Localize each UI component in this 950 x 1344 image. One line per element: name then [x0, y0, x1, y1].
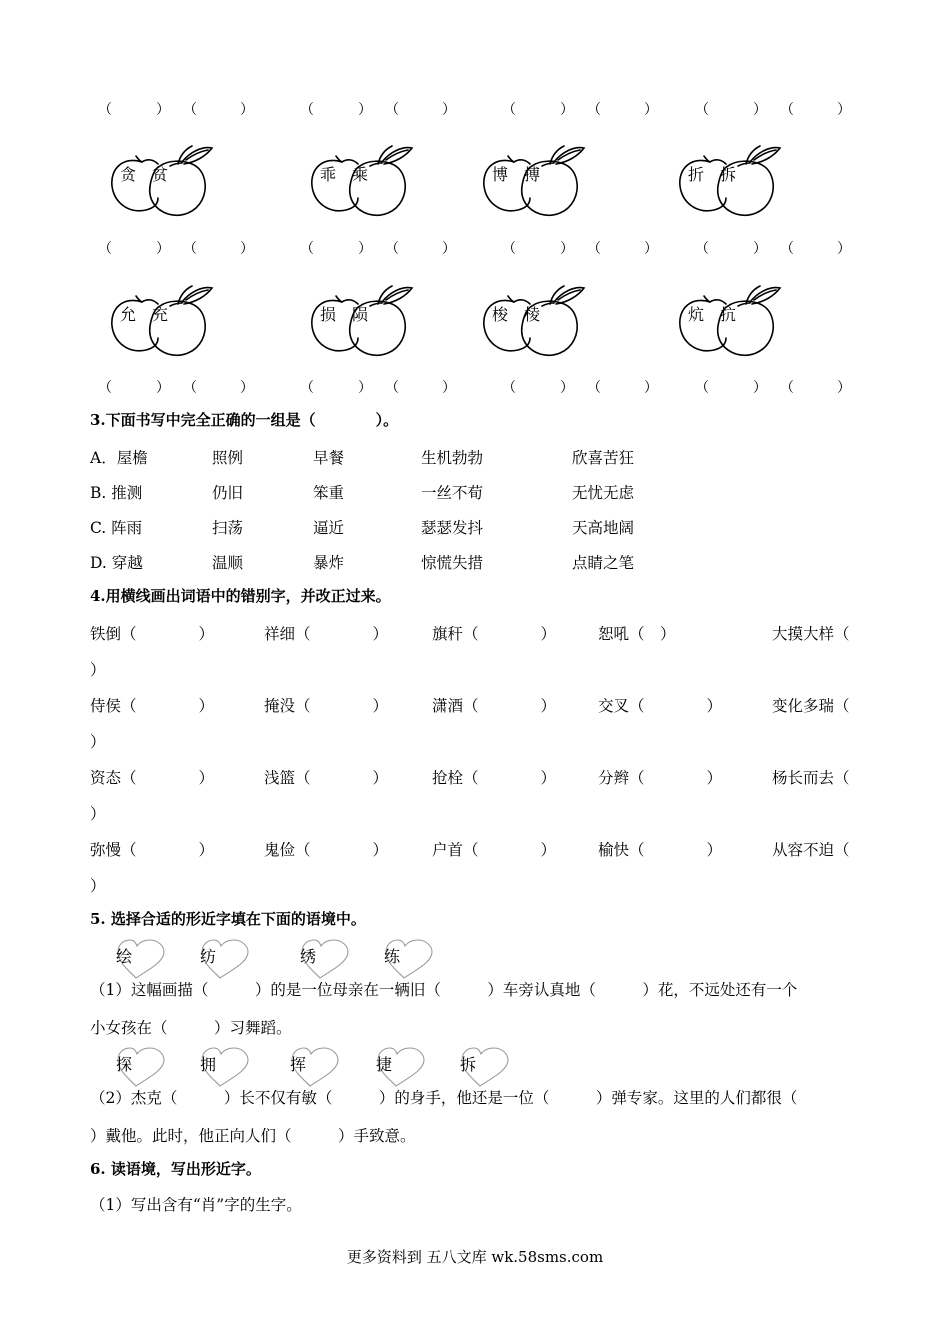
heart-shape-icon: [356, 938, 448, 980]
q3-option-word: A．屋檐: [90, 449, 148, 467]
paren-mark: （: [300, 380, 314, 396]
apple-char-left: 损: [320, 305, 337, 324]
q4-item: 浅篮（ ）: [264, 769, 389, 787]
paren-mark: （: [385, 102, 399, 118]
apple-char-left: 允: [120, 305, 137, 324]
apple-char-left: 贪: [120, 165, 137, 184]
q4-item: 变化多瑞（: [772, 697, 850, 715]
q5-sentence-1b: 小女孩在（ ）习舞蹈。: [90, 1019, 292, 1037]
q3-option-word: 温顺: [212, 554, 244, 572]
paren-mark: （: [98, 380, 112, 396]
paren-mark: ）: [156, 380, 170, 396]
paren-mark: （: [502, 380, 516, 396]
q4-item: 旗秆（ ）: [432, 625, 557, 643]
heart-char: 练: [384, 947, 401, 966]
paren-mark: ）: [837, 380, 851, 396]
paren-mark: ）: [837, 241, 851, 257]
apple-icon: [670, 142, 782, 222]
paren-mark: （: [780, 102, 794, 118]
paren-mark: （: [587, 380, 601, 396]
q3-option-word: C. 阵雨: [90, 519, 143, 537]
apple-char-right: 抗: [720, 305, 737, 324]
q3-option-word: 一丝不荀: [421, 484, 484, 502]
footer-text: 更多资料到 五八文库 wk.58sms.com: [346, 1248, 604, 1266]
q3-option-word: B. 推测: [90, 484, 143, 502]
apple-icon: [670, 282, 782, 362]
paren-mark: ）: [442, 380, 456, 396]
q3-option-word: 仍旧: [212, 484, 244, 502]
paren-mark: （: [695, 241, 709, 257]
q4-wrap-paren: ）: [90, 661, 106, 679]
q3-option-word: 照例: [212, 449, 244, 467]
paren-mark: （: [98, 102, 112, 118]
q4-item: 榆快（ ）: [598, 841, 723, 859]
heart-char: 拥: [200, 1055, 217, 1074]
paren-mark: （: [695, 380, 709, 396]
paren-mark: ）: [753, 380, 767, 396]
paren-mark: ）: [240, 380, 254, 396]
q4-item: 掩没（ ）: [264, 697, 389, 715]
paren-mark: ）: [753, 241, 767, 257]
q4-title: 4.用横线画出词语中的错别字，并改正过来。: [90, 587, 391, 605]
apple-icon: [102, 282, 214, 362]
q3-option-word: 点睛之笔: [572, 554, 635, 572]
paren-mark: （: [385, 380, 399, 396]
heart-shape-icon: [172, 1046, 264, 1088]
q6-title: 6. 读语境，写出形近字。: [90, 1160, 261, 1178]
paren-mark: ）: [240, 102, 254, 118]
paren-mark: ）: [156, 102, 170, 118]
q3-option-word: 欣喜苦狂: [572, 449, 635, 467]
heart-char: 探: [116, 1055, 133, 1074]
apple-char-right: 拆: [720, 165, 737, 184]
paren-mark: （: [300, 102, 314, 118]
paren-mark: ）: [837, 102, 851, 118]
q5-sentence-1a: （1）这幅画描（ ）的是一位母亲在一辆旧（ ）车旁认真地（ ）花，不远处还有一个: [90, 981, 798, 999]
q3-option-word: 惊慌失措: [421, 554, 484, 572]
paren-mark: （: [587, 241, 601, 257]
q5-sentence-2b: ）戴他。此时，他正向人们（ ）手致意。: [90, 1127, 416, 1145]
q4-item: 分辫（ ）: [598, 769, 723, 787]
paren-mark: （: [695, 102, 709, 118]
paren-mark: ）: [442, 102, 456, 118]
paren-mark: ）: [358, 102, 372, 118]
q4-item: 户首（ ）: [432, 841, 557, 859]
paren-mark: （: [502, 102, 516, 118]
heart-char: 绣: [300, 947, 317, 966]
apple-icon: [474, 142, 586, 222]
heart-shape-icon: [432, 1046, 524, 1088]
apple-char-right: 棱: [524, 305, 541, 324]
apple-char-right: 搏: [524, 165, 541, 184]
q4-wrap-paren: ）: [90, 733, 106, 751]
q3-option-word: 暴炸: [313, 554, 345, 572]
q3-option-word: 笨重: [313, 484, 345, 502]
paren-mark: ）: [442, 241, 456, 257]
q3-option-word: 早餐: [313, 449, 345, 467]
paren-mark: （: [183, 380, 197, 396]
paren-mark: ）: [240, 241, 254, 257]
heart-shape-icon: [348, 1046, 440, 1088]
paren-mark: ）: [560, 380, 574, 396]
q4-item: 弥慢（ ）: [90, 841, 215, 859]
heart-char: 纺: [200, 947, 217, 966]
apple-icon: [302, 142, 414, 222]
paren-mark: （: [780, 241, 794, 257]
q4-item: 侍侯（ ）: [90, 697, 215, 715]
heart-char: 拆: [460, 1055, 477, 1074]
q4-item: 抢栓（ ）: [432, 769, 557, 787]
heart-char: 绘: [116, 947, 133, 966]
heart-shape-icon: [262, 1046, 354, 1088]
paren-mark: ）: [358, 241, 372, 257]
q3-option-word: 天高地阔: [572, 519, 635, 537]
q4-item: 鬼俭（ ）: [264, 841, 389, 859]
paren-mark: （: [98, 241, 112, 257]
apple-char-left: 乖: [320, 165, 337, 184]
heart-shape-icon: [172, 938, 264, 980]
q5-title: 5. 选择合适的形近字填在下面的语境中。: [90, 910, 366, 928]
q3-option-word: 瑟瑟发抖: [421, 519, 484, 537]
apple-char-right: 贫: [152, 165, 169, 184]
paren-mark: （: [183, 102, 197, 118]
q3-title: 3.下面书写中完全正确的一组是（ ）。: [90, 411, 399, 429]
q4-item: 交叉（ ）: [598, 697, 723, 715]
q5-sentence-2a: （2）杰克（ ）长不仅有敏（ ）的身手，他还是一位（ ）弹专家。这里的人们都很（: [90, 1089, 798, 1107]
paren-mark: ）: [560, 102, 574, 118]
q4-wrap-paren: ）: [90, 805, 106, 823]
paren-mark: （: [183, 241, 197, 257]
apple-icon: [102, 142, 214, 222]
q3-option-word: 生机勃勃: [421, 449, 484, 467]
q4-item: 铁倒（ ）: [90, 625, 215, 643]
heart-shape-icon: [88, 938, 180, 980]
q3-option-word: 逼近: [313, 519, 345, 537]
heart-shape-icon: [272, 938, 364, 980]
q4-item: 祥细（ ）: [264, 625, 389, 643]
paren-mark: ）: [358, 380, 372, 396]
q3-option-word: 无忧无虑: [572, 484, 635, 502]
apple-char-left: 梭: [492, 305, 509, 324]
apple-char-left: 炕: [688, 305, 705, 324]
paren-mark: （: [502, 241, 516, 257]
q4-item: 恕吼（ ）: [598, 625, 676, 643]
apple-char-right: 充: [152, 305, 169, 324]
apple-char-left: 博: [492, 165, 509, 184]
q4-item: 潇酒（ ）: [432, 697, 557, 715]
paren-mark: （: [385, 241, 399, 257]
paren-mark: ）: [644, 241, 658, 257]
heart-char: 挥: [290, 1055, 307, 1074]
q6-line-1: （1）写出含有“肖”字的生字。: [90, 1196, 302, 1214]
paren-mark: （: [587, 102, 601, 118]
apple-char-right: 陨: [352, 305, 369, 324]
paren-mark: ）: [644, 102, 658, 118]
q3-option-word: 扫荡: [212, 519, 244, 537]
q3-option-word: D. 穿越: [90, 554, 143, 572]
paren-mark: ）: [753, 102, 767, 118]
apple-char-left: 折: [688, 165, 705, 184]
q4-item: 从容不迫（: [772, 841, 850, 859]
q4-item: 杨长而去（: [772, 769, 850, 787]
q4-item: 资态（ ）: [90, 769, 215, 787]
paren-mark: ）: [156, 241, 170, 257]
heart-char: 捷: [376, 1055, 393, 1074]
apple-icon: [474, 282, 586, 362]
apple-icon: [302, 282, 414, 362]
q4-item: 大摸大样（: [772, 625, 850, 643]
q4-wrap-paren: ）: [90, 877, 106, 895]
paren-mark: （: [300, 241, 314, 257]
paren-mark: ）: [644, 380, 658, 396]
paren-mark: ）: [560, 241, 574, 257]
apple-char-right: 乘: [352, 165, 369, 184]
heart-shape-icon: [88, 1046, 180, 1088]
paren-mark: （: [780, 380, 794, 396]
